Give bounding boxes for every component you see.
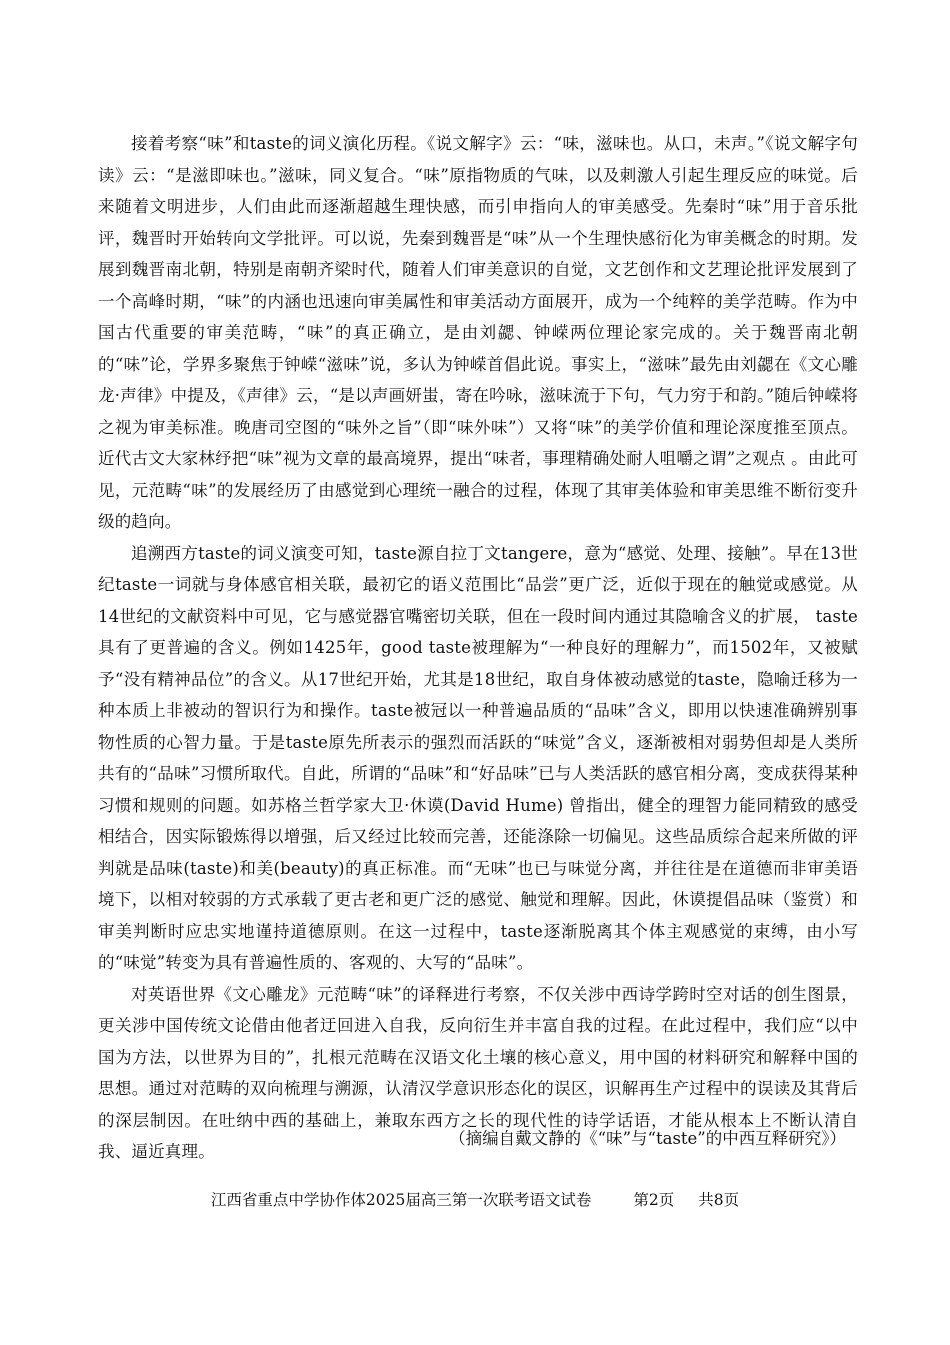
paragraph-conclusion: 对英语世界《文心雕龙》元范畴“味”的译释进行考察，不仅关涉中西诗学跨时空对话的创生图景，更关涉中国传统文论借由他者迂回进入自我，反向衍生并丰富自我的过程。在此过程中，我们应“以中国为方法，以世界为目的”，扎根元范畴在汉语文化土壤的核心意义，用中国的材料研究和解释中国的思想。通过对范畴的双向梳理与溯源，认清汉学意识形态化的误区，识解再生产过程中的误读及其背后的深层制因。在吐纳中西的基础上，兼取东西方之长的现代性的诗学话语，才能从根本上不断认清自我、逼近真理。	[98, 984, 858, 1161]
paragraph-wei: 接着考察“味”和taste的词义演化历程。《说文解字》云：“味，滋味也。从口，未声。”《说文解字句读》云：“是滋即味也。”滋味，同义复合。“味”原指物质的气味，以及刺激人引起生理反应的味觉。后来随着文明进步，人们由此而逐渐超越生理快感，而引申指向人的审美感受。先秦时“味”用于音乐批评，魏晋时开始转向文学批评。可以说，先秦到魏晋是“味”从一个生理快感衍化为审美概念的时期。发展到魏晋南北朝，特别是南朝齐梁时代，随着人们审美意识的自觉，文艺创作和文艺理论批评发展到了一个高峰时期，“味”的内涵也迅速向审美属性和审美活动方面展开，成为一个纯粹的美学范畴。作为中国古代重要的审美范畴，“味”的真正确立，是由刘勰、钟嵘两位理论家完成的。关于魏晋南北朝的“味”论，学界多聚焦于钟嵘“滋味”说，多认为钟嵘首倡此说。事实上，“滋味”最先由刘勰在《文心雕龙·声律》中提及，《声律》云，“是以声画妍蚩，寄在吟咏，滋味流于下句，气力穷于和韵。”随后钟嵘将之视为审美标准。晚唐司空图的“味外之旨”（即“味外味”）又将“味”的美学价值和理论深度推至顶点。近代古文大家林纾把“味”视为文章的最高境界，提出“味者，事理精确处耐人咀嚼之谓”之观点 。由此可见，元范畴“味”的发展经历了由感觉到心理统一融合的过程，体现了其审美体验和审美思维不断衍变升级的趋向。	[98, 134, 858, 531]
article-source: （摘编自戴文静的《“味”与“taste”的中西互释研究》）	[449, 1129, 846, 1148]
page-total: 共8页	[698, 1191, 740, 1209]
article-body	[98, 128, 858, 1168]
page-number: 第2页	[633, 1191, 675, 1209]
exam-title: 江西省重点中学协作体2025届高三第一次联考语文试卷	[210, 1191, 592, 1209]
page-footer	[0, 1188, 950, 1210]
paragraph-taste: 追溯西方taste的词义演变可知，taste源自拉丁文tangere，意为“感觉、处理、接触”。早在13世纪taste一词就与身体感官相关联，最初它的语义范围比“品尝”更广泛，近似于现在的触觉或感觉。从14世纪的文献资料中可见，它与感觉器官嘴密切关联，但在一段时间内通过其隐喻含义的扩展， taste具有了更普遍的含义。例如1425年，good taste被理解为“一种良好的理解力”，而1502年，又被赋予“没有精神品位”的含义。从17世纪开始，尤其是18世纪，取自身体被动感觉的taste，隐喻迁移为一种本质上非被动的智识行为和操作。taste被冠以一种普遍品质的“品味”含义，即用以快速准确辨别事物性质的心智力量。于是taste原先所表示的强烈而活跃的“味觉”含义，逐渐被相对弱势但却是人类所共有的“品味”习惯所取代。自此，所谓的“品味”和“好品味”已与人类活跃的感官相分离，变成获得某种习惯和规则的问题。如苏格兰哲学家大卫·休谟(David Hume) 曾指出，健全的理智力能同精致的感受相结合，因实际锻炼得以增强，后又经过比较而完善，还能涤除一切偏见。这些品质综合起来所做的评判就是品味(taste)和美(beauty)的真正标准。而“无味”也已与味觉分离，并往往是在道德而非审美语境下，以相对较弱的方式承载了更古老和更广泛的感觉、触觉和理解。因此，休谟提倡品味（鉴赏）和审美判断时应忠实地谨持道德原则。在这一过程中，taste逐渐脱离其个体主观感觉的束缚，由小写的“味觉”转变为具有普遍性质的、客观的、大写的“品味”。	[98, 543, 858, 972]
